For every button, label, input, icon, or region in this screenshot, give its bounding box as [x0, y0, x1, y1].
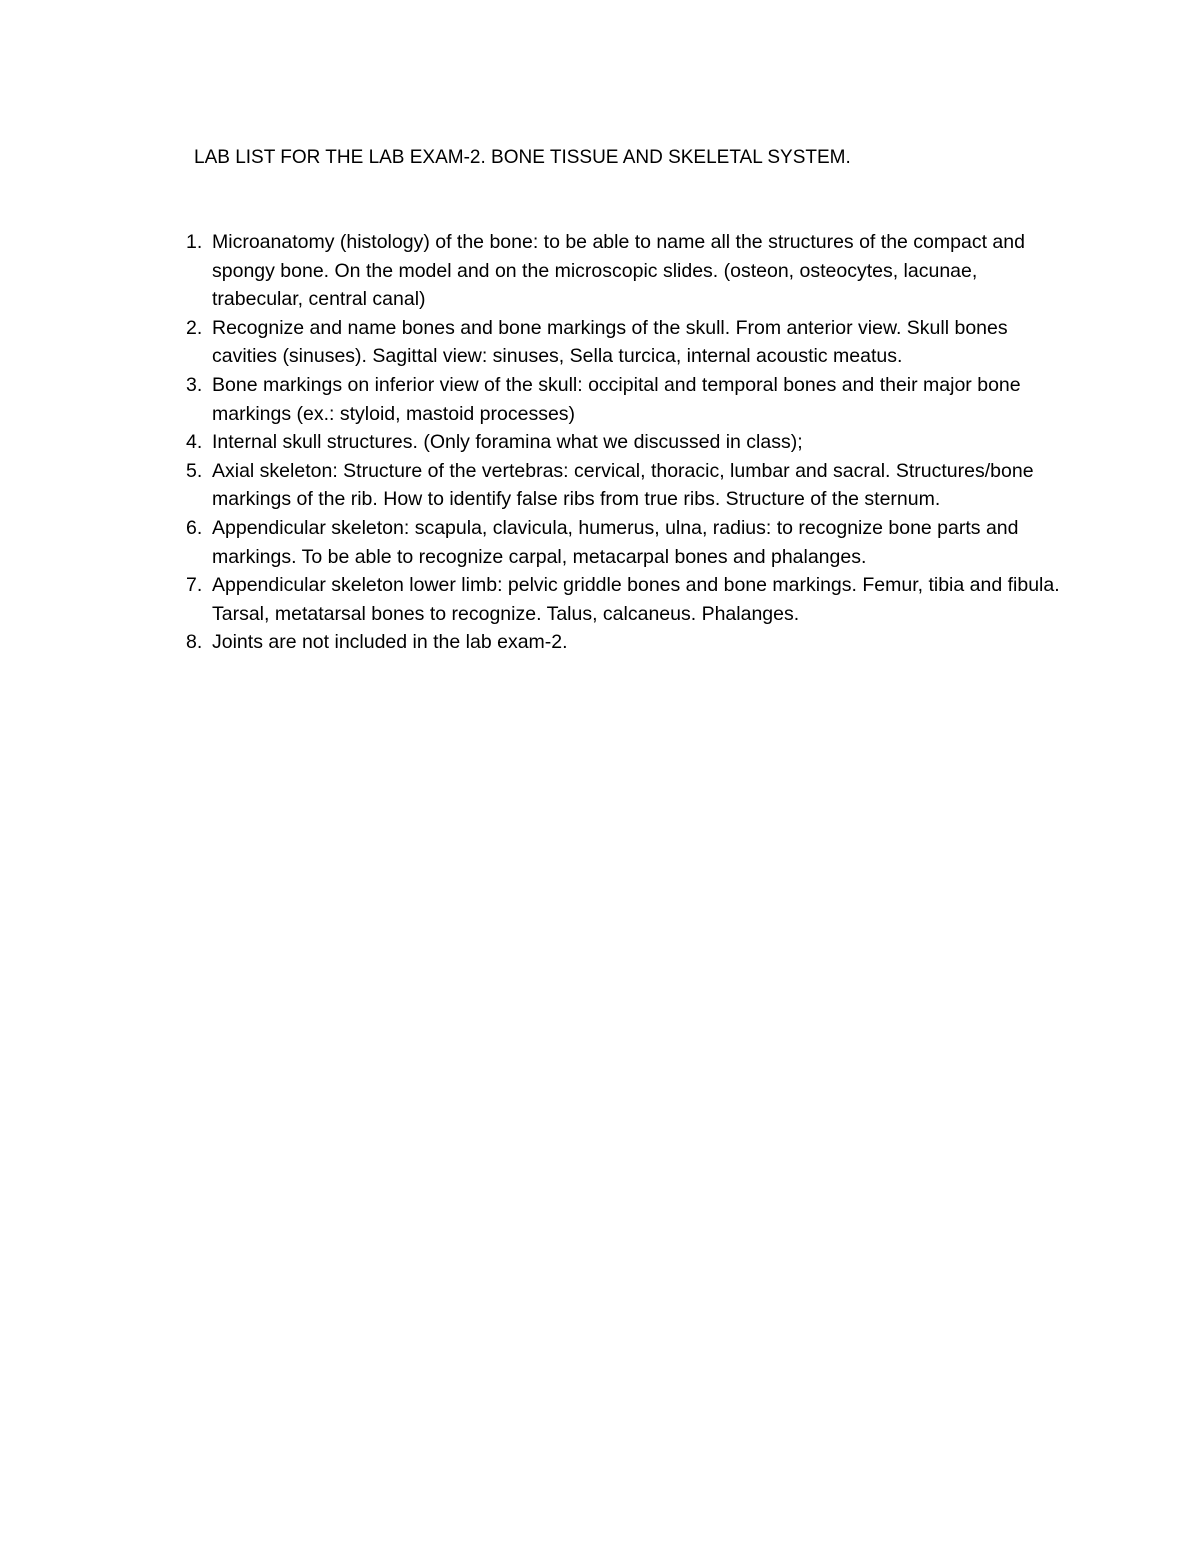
item-number: 3. [186, 373, 203, 396]
item-text: Joints are not included in the lab exam-2. [212, 631, 568, 654]
document-title: LAB LIST FOR THE LAB EXAM-2. BONE TISSUE AND SKELETAL SYSTEM. [194, 147, 851, 168]
item-text: Appendicular skeleton: scapula, clavicula, humerus, ulna, radius: to recognize bone parts and markings. To be able to recognize carpal, metacarpal bones and phalanges. [212, 516, 1019, 568]
item-number: 8. [186, 631, 203, 654]
list-item-1 [160, 228, 1060, 314]
item-number: 4. [186, 431, 203, 454]
item-number: 7. [186, 574, 203, 597]
list-item-5 [160, 457, 1060, 514]
item-number: 2. [186, 316, 203, 339]
list-item-6 [160, 514, 1060, 571]
lab-list [160, 228, 1060, 657]
item-text: Recognize and name bones and bone markings of the skull. From anterior view. Skull bones cavities (sinuses). Sagittal view: sinuses, Sella turcica, internal acoustic meatus. [212, 316, 1008, 368]
item-number: 6. [186, 516, 203, 539]
list-item-4 [160, 428, 1060, 457]
list-item-3 [160, 371, 1060, 428]
item-text: Internal skull structures. (Only foramina what we discussed in class); [212, 431, 803, 454]
item-number: 1. [186, 231, 203, 253]
item-text: Microanatomy (histology) of the bone: to be able to name all the structures of the compact and spongy bone. On the model and on the microscopic slides. (osteon, osteocytes, lacunae, trabecular, central canal) [212, 231, 1025, 311]
item-number: 5. [186, 459, 203, 482]
item-text: Appendicular skeleton lower limb: pelvic griddle bones and bone markings. Femur, tibia and fibula. Tarsal, metatarsal bones to recognize. Talus, calcaneus. Phalanges. [212, 574, 1060, 625]
item-text: Bone markings on inferior view of the skull: occipital and temporal bones and their major bone markings (ex.: styloid, mastoid processes) [212, 373, 1021, 425]
list-item-2 [160, 314, 1060, 371]
item-text: Axial skeleton: Structure of the vertebras: cervical, thoracic, lumbar and sacral. Structures/bone markings of the rib. How to identify false ribs from true ribs. Structure of the sternum. [212, 459, 1034, 511]
list-item-7 [160, 571, 1060, 628]
list-item-8 [160, 628, 1060, 657]
